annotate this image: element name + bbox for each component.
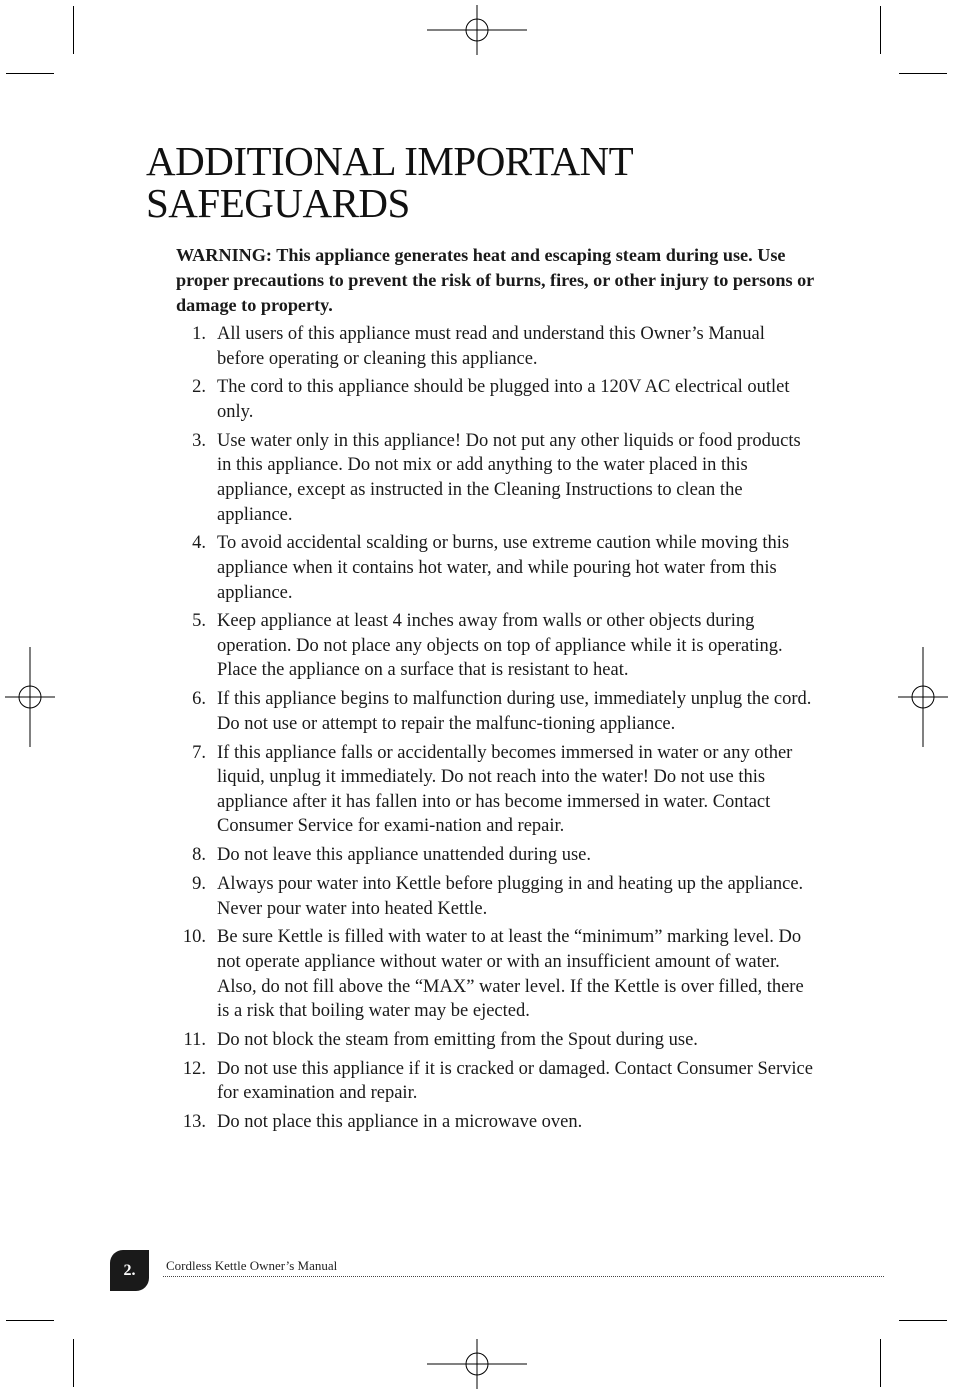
list-item-number: 10. bbox=[182, 927, 206, 948]
list-item-number: 13. bbox=[182, 1112, 206, 1133]
page-title-line-2: SAFEGUARDS bbox=[146, 180, 410, 226]
list-item bbox=[176, 375, 816, 424]
list-item-number: 8. bbox=[192, 845, 206, 866]
list-item-number: 4. bbox=[192, 533, 206, 554]
list-item-text: Use water only in this appliance! Do not put any other liquids or food products in this appliance. Do not mix or add anything to the water placed in this appliance, except as instructed in the Cleaning Instructions to clean the appliance. bbox=[217, 430, 801, 525]
list-item-number: 11. bbox=[183, 1029, 206, 1050]
page-footer bbox=[110, 1250, 884, 1292]
crop-mark-top-left-horizontal bbox=[6, 73, 54, 74]
list-item bbox=[176, 322, 816, 371]
list-item-text: Do not leave this appliance unattended during use. bbox=[217, 845, 592, 866]
warning-paragraph: WARNING: This appliance generates heat and escaping steam during use. Use proper precautions to prevent the risk of burns, fires, or other injury to persons or damage to property. bbox=[176, 245, 814, 315]
list-item-number: 2. bbox=[192, 377, 206, 398]
list-item-text: All users of this appliance must read and understand this Owner’s Manual before operating or cleaning this appliance. bbox=[217, 324, 765, 369]
list-item bbox=[176, 531, 816, 605]
list-item-number: 6. bbox=[192, 689, 206, 710]
page-title bbox=[146, 140, 633, 224]
list-item-number: 5. bbox=[192, 611, 206, 632]
list-item-text: If this appliance begins to malfunction during use, immediately unplug the cord. Do not use or attempt to repair the malfunc-tioning appliance. bbox=[217, 689, 812, 734]
crop-mark-top-right-horizontal bbox=[899, 73, 947, 74]
list-item-number: 1. bbox=[192, 324, 206, 344]
crop-mark-bottom-right-vertical bbox=[880, 1339, 881, 1387]
list-item bbox=[176, 1028, 816, 1053]
list-item bbox=[176, 925, 816, 1023]
list-item bbox=[176, 843, 816, 868]
manual-title: Cordless Kettle Owner’s Manual bbox=[166, 1258, 338, 1273]
crop-mark-top-right-vertical bbox=[880, 6, 881, 54]
crop-mark-bottom-right-horizontal bbox=[899, 1320, 947, 1321]
registration-mark-top bbox=[427, 5, 527, 55]
list-item-text: Always pour water into Kettle before plugging in and heating up the appliance. Never pour water into heated Kettle. bbox=[217, 873, 804, 919]
list-item-text: Be sure Kettle is filled with water to at least the “minimum” marking level. Do not operate appliance without water or with an insufficient amount of water. Also, do not fill above the “MAX” water level. If the Kettle is over filled, there is a risk that boiling water may be ejected. bbox=[217, 927, 804, 1022]
page-title-line-1: ADDITIONAL IMPORTANT bbox=[146, 138, 634, 184]
crop-mark-bottom-left-vertical bbox=[73, 1339, 74, 1387]
list-item-number: 7. bbox=[192, 742, 206, 763]
list-item bbox=[176, 1057, 816, 1106]
list-item-text: The cord to this appliance should be plugged into a 120V AC electrical outlet only. bbox=[217, 377, 790, 422]
crop-mark-top-left-vertical bbox=[73, 6, 74, 54]
footer-dotted-rule bbox=[163, 1276, 884, 1277]
list-item-text: Do not use this appliance if it is cracked or damaged. Contact Consumer Service for examination and repair. bbox=[217, 1058, 813, 1104]
list-item bbox=[176, 609, 816, 683]
list-item-text: Keep appliance at least 4 inches away from walls or other objects during operation. Do not place any objects on top of appliance while it is operating. Place the appliance on a surface that is resistant to heat. bbox=[217, 611, 783, 681]
list-item-number: 3. bbox=[192, 430, 206, 451]
registration-mark-left bbox=[5, 647, 55, 747]
list-item-text: If this appliance falls or accidentally becomes immersed in water or any other liquid, unplug it immediately. Do not reach into the water! Do not use this appliance after it has fallen into or has become immersed in water. Contact Consumer Service for exami-nation and repair. bbox=[217, 742, 793, 837]
list-item bbox=[176, 687, 816, 736]
crop-mark-bottom-left-horizontal bbox=[6, 1320, 54, 1321]
page-number-badge: 2. bbox=[110, 1250, 149, 1291]
list-item bbox=[176, 741, 816, 839]
list-item-text: Do not block the steam from emitting from the Spout during use. bbox=[217, 1029, 698, 1050]
registration-mark-right bbox=[898, 647, 948, 747]
list-item bbox=[176, 1110, 816, 1135]
list-item-number: 12. bbox=[182, 1058, 206, 1079]
registration-mark-bottom bbox=[427, 1339, 527, 1389]
safeguards-list bbox=[176, 322, 816, 1139]
list-item-text: Do not place this appliance in a microwave oven. bbox=[217, 1112, 583, 1133]
list-item bbox=[176, 872, 816, 921]
list-item-number: 9. bbox=[192, 873, 206, 894]
list-item bbox=[176, 429, 816, 527]
list-item-text: To avoid accidental scalding or burns, use extreme caution while moving this appliance when it contains hot water, and while pouring hot water from this appliance. bbox=[217, 533, 790, 603]
